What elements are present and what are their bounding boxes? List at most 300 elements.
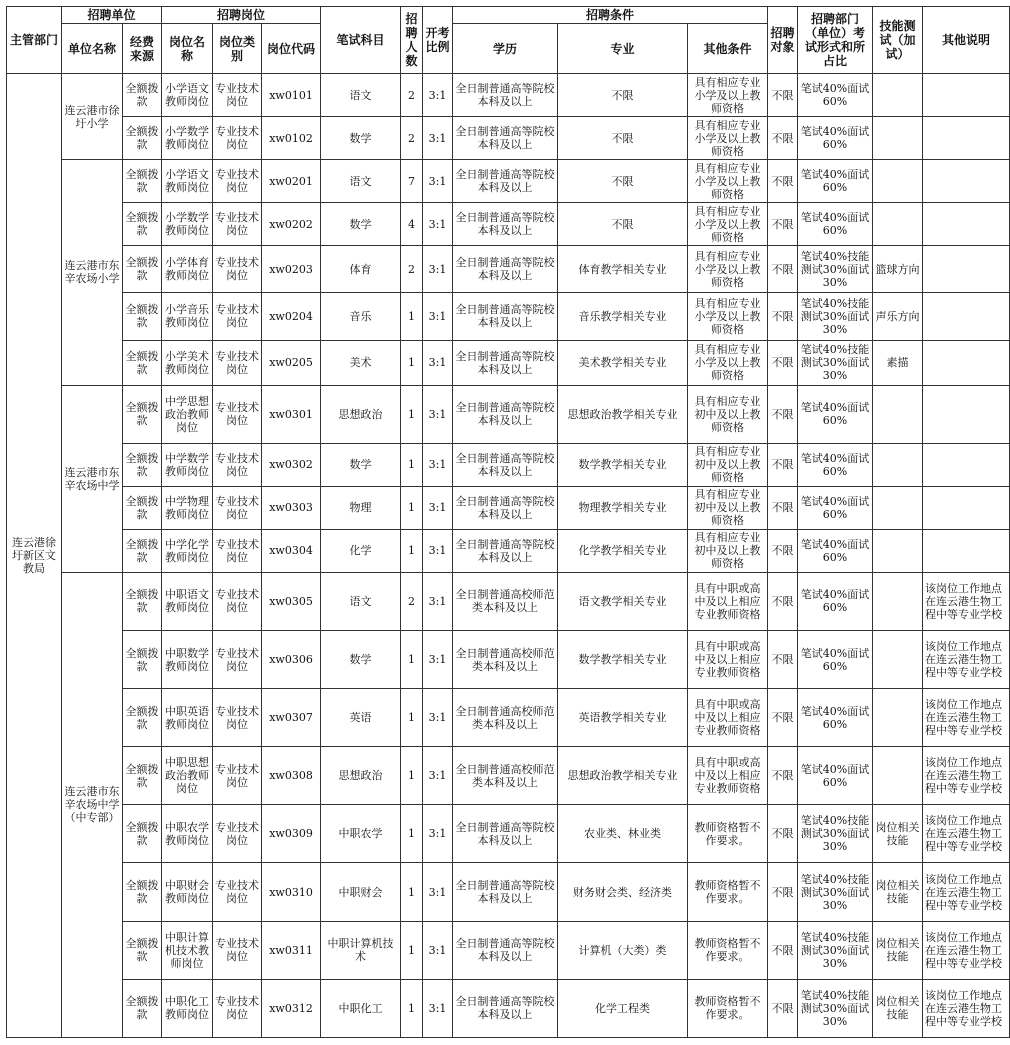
exam-cell: 语文	[321, 572, 401, 630]
table-row	[7, 340, 1010, 385]
funding-cell: 全额拨款	[123, 689, 162, 747]
note-cell	[923, 529, 1010, 572]
target-cell: 不限	[768, 805, 798, 863]
skill-cell	[873, 443, 923, 486]
header-dept: 主管部门	[7, 7, 62, 74]
skill-cell: 声乐方向	[873, 293, 923, 340]
ratio-cell: 3:1	[423, 863, 453, 921]
exam-cell: 化学	[321, 529, 401, 572]
post-type-cell: 专业技术岗位	[213, 572, 262, 630]
count-cell: 1	[401, 689, 423, 747]
header-funding: 经费来源	[123, 24, 162, 74]
funding-cell: 全额拨款	[123, 340, 162, 385]
major-cell: 财务财会类、经济类	[558, 863, 688, 921]
post-code-cell: xw0307	[262, 689, 321, 747]
count-cell: 1	[401, 529, 423, 572]
table-row	[7, 246, 1010, 293]
exam-form-cell: 笔试40%面试60%	[798, 74, 873, 117]
edu-cell: 全日制普通高等院校本科及以上	[453, 160, 558, 203]
funding-cell: 全额拨款	[123, 385, 162, 443]
edu-cell: 全日制普通高等院校本科及以上	[453, 293, 558, 340]
count-cell: 1	[401, 293, 423, 340]
header-post-type: 岗位类别	[213, 24, 262, 74]
exam-form-cell: 笔试40%面试60%	[798, 572, 873, 630]
exam-form-cell: 笔试40%技能测试30%面试30%	[798, 863, 873, 921]
other-cond-cell: 具有相应专业小学及以上教师资格	[688, 246, 768, 293]
edu-cell: 全日制普通高校师范类本科及以上	[453, 572, 558, 630]
header-skill: 技能测试（加试）	[873, 7, 923, 74]
post-code-cell: xw0301	[262, 385, 321, 443]
post-type-cell: 专业技术岗位	[213, 689, 262, 747]
note-cell: 该岗位工作地点在连云港生物工程中等专业学校	[923, 921, 1010, 979]
ratio-cell: 3:1	[423, 293, 453, 340]
funding-cell: 全额拨款	[123, 443, 162, 486]
exam-form-cell: 笔试40%面试60%	[798, 529, 873, 572]
exam-form-cell: 笔试40%面试60%	[798, 160, 873, 203]
other-cond-cell: 具有中职或高中及以上相应专业教师资格	[688, 689, 768, 747]
unit-name-cell: 连云港市徐圩小学	[62, 74, 123, 160]
ratio-cell: 3:1	[423, 979, 453, 1037]
post-type-cell: 专业技术岗位	[213, 203, 262, 246]
post-code-cell: xw0303	[262, 486, 321, 529]
exam-cell: 中职财会	[321, 863, 401, 921]
count-cell: 1	[401, 747, 423, 805]
other-cond-cell: 具有相应专业初中及以上教师资格	[688, 385, 768, 443]
note-cell: 该岗位工作地点在连云港生物工程中等专业学校	[923, 805, 1010, 863]
skill-cell: 岗位相关技能	[873, 921, 923, 979]
ratio-cell: 3:1	[423, 385, 453, 443]
table-row	[7, 385, 1010, 443]
edu-cell: 全日制普通高校师范类本科及以上	[453, 747, 558, 805]
target-cell: 不限	[768, 979, 798, 1037]
post-code-cell: xw0305	[262, 572, 321, 630]
other-cond-cell: 教师资格暂不作要求。	[688, 979, 768, 1037]
edu-cell: 全日制普通高等院校本科及以上	[453, 117, 558, 160]
header-post-name: 岗位名称	[162, 24, 213, 74]
ratio-cell: 3:1	[423, 486, 453, 529]
exam-form-cell: 笔试40%面试60%	[798, 747, 873, 805]
note-cell	[923, 203, 1010, 246]
post-name-cell: 中学数学教师岗位	[162, 443, 213, 486]
post-code-cell: xw0101	[262, 74, 321, 117]
post-code-cell: xw0311	[262, 921, 321, 979]
table-row	[7, 443, 1010, 486]
count-cell: 1	[401, 486, 423, 529]
header-post-group: 招聘岗位	[162, 7, 321, 24]
note-cell	[923, 117, 1010, 160]
post-type-cell: 专业技术岗位	[213, 74, 262, 117]
other-cond-cell: 具有中职或高中及以上相应专业教师资格	[688, 631, 768, 689]
major-cell: 不限	[558, 160, 688, 203]
major-cell: 体育教学相关专业	[558, 246, 688, 293]
post-code-cell: xw0306	[262, 631, 321, 689]
ratio-cell: 3:1	[423, 160, 453, 203]
table-row	[7, 529, 1010, 572]
post-name-cell: 中职财会教师岗位	[162, 863, 213, 921]
skill-cell	[873, 160, 923, 203]
funding-cell: 全额拨款	[123, 747, 162, 805]
other-cond-cell: 具有相应专业小学及以上教师资格	[688, 203, 768, 246]
post-name-cell: 中职数学教师岗位	[162, 631, 213, 689]
post-name-cell: 中学思想政治教师岗位	[162, 385, 213, 443]
ratio-cell: 3:1	[423, 74, 453, 117]
count-cell: 1	[401, 979, 423, 1037]
table-row	[7, 689, 1010, 747]
skill-cell: 岗位相关技能	[873, 805, 923, 863]
ratio-cell: 3:1	[423, 246, 453, 293]
header-cond-group: 招聘条件	[453, 7, 768, 24]
skill-cell	[873, 747, 923, 805]
target-cell: 不限	[768, 443, 798, 486]
header-ratio: 开考比例	[423, 7, 453, 74]
exam-form-cell: 笔试40%面试60%	[798, 117, 873, 160]
note-cell: 该岗位工作地点在连云港生物工程中等专业学校	[923, 631, 1010, 689]
note-cell	[923, 160, 1010, 203]
table-row	[7, 747, 1010, 805]
note-cell: 该岗位工作地点在连云港生物工程中等专业学校	[923, 863, 1010, 921]
exam-form-cell: 笔试40%面试60%	[798, 203, 873, 246]
unit-name-cell: 连云港市东辛农场中学（中专部）	[62, 572, 123, 1037]
unit-name-cell: 连云港市东辛农场中学	[62, 385, 123, 572]
skill-cell: 岗位相关技能	[873, 863, 923, 921]
skill-cell	[873, 631, 923, 689]
ratio-cell: 3:1	[423, 572, 453, 630]
other-cond-cell: 具有中职或高中及以上相应专业教师资格	[688, 572, 768, 630]
major-cell: 音乐教学相关专业	[558, 293, 688, 340]
note-cell	[923, 443, 1010, 486]
major-cell: 计算机（大类）类	[558, 921, 688, 979]
other-cond-cell: 教师资格暂不作要求。	[688, 805, 768, 863]
recruitment-table	[6, 6, 1010, 1038]
post-type-cell: 专业技术岗位	[213, 293, 262, 340]
post-type-cell: 专业技术岗位	[213, 117, 262, 160]
count-cell: 4	[401, 203, 423, 246]
skill-cell	[873, 689, 923, 747]
exam-form-cell: 笔试40%技能测试30%面试30%	[798, 246, 873, 293]
skill-cell	[873, 572, 923, 630]
edu-cell: 全日制普通高等院校本科及以上	[453, 203, 558, 246]
target-cell: 不限	[768, 529, 798, 572]
other-cond-cell: 具有中职或高中及以上相应专业教师资格	[688, 747, 768, 805]
post-code-cell: xw0202	[262, 203, 321, 246]
target-cell: 不限	[768, 117, 798, 160]
skill-cell	[873, 385, 923, 443]
target-cell: 不限	[768, 631, 798, 689]
target-cell: 不限	[768, 747, 798, 805]
post-name-cell: 小学数学教师岗位	[162, 203, 213, 246]
note-cell	[923, 340, 1010, 385]
major-cell: 语文教学相关专业	[558, 572, 688, 630]
header-other: 其他条件	[688, 24, 768, 74]
post-type-cell: 专业技术岗位	[213, 340, 262, 385]
exam-cell: 美术	[321, 340, 401, 385]
exam-form-cell: 笔试40%技能测试30%面试30%	[798, 340, 873, 385]
note-cell: 该岗位工作地点在连云港生物工程中等专业学校	[923, 747, 1010, 805]
major-cell: 化学工程类	[558, 979, 688, 1037]
funding-cell: 全额拨款	[123, 117, 162, 160]
exam-form-cell: 笔试40%技能测试30%面试30%	[798, 979, 873, 1037]
post-name-cell: 中职化工教师岗位	[162, 979, 213, 1037]
header-post-code: 岗位代码	[262, 24, 321, 74]
ratio-cell: 3:1	[423, 921, 453, 979]
post-type-cell: 专业技术岗位	[213, 921, 262, 979]
ratio-cell: 3:1	[423, 805, 453, 863]
post-code-cell: xw0310	[262, 863, 321, 921]
exam-cell: 音乐	[321, 293, 401, 340]
table-row	[7, 117, 1010, 160]
header-unit-group: 招聘单位	[62, 7, 162, 24]
other-cond-cell: 教师资格暂不作要求。	[688, 921, 768, 979]
table-row	[7, 979, 1010, 1037]
ratio-cell: 3:1	[423, 117, 453, 160]
header-count: 招聘人数	[401, 7, 423, 74]
count-cell: 2	[401, 572, 423, 630]
exam-form-cell: 笔试40%技能测试30%面试30%	[798, 921, 873, 979]
other-cond-cell: 具有相应专业初中及以上教师资格	[688, 443, 768, 486]
count-cell: 2	[401, 246, 423, 293]
post-code-cell: xw0309	[262, 805, 321, 863]
major-cell: 不限	[558, 203, 688, 246]
post-name-cell: 小学音乐教师岗位	[162, 293, 213, 340]
exam-cell: 语文	[321, 74, 401, 117]
edu-cell: 全日制普通高等院校本科及以上	[453, 863, 558, 921]
exam-cell: 中职农学	[321, 805, 401, 863]
table-row	[7, 293, 1010, 340]
skill-cell	[873, 529, 923, 572]
table-row	[7, 921, 1010, 979]
edu-cell: 全日制普通高校师范类本科及以上	[453, 689, 558, 747]
exam-cell: 数学	[321, 631, 401, 689]
exam-cell: 中职计算机技术	[321, 921, 401, 979]
post-name-cell: 小学语文教师岗位	[162, 74, 213, 117]
count-cell: 1	[401, 863, 423, 921]
header-major: 专业	[558, 24, 688, 74]
table-row	[7, 160, 1010, 203]
count-cell: 1	[401, 340, 423, 385]
exam-form-cell: 笔试40%技能测试30%面试30%	[798, 805, 873, 863]
count-cell: 7	[401, 160, 423, 203]
post-type-cell: 专业技术岗位	[213, 160, 262, 203]
target-cell: 不限	[768, 293, 798, 340]
note-cell: 该岗位工作地点在连云港生物工程中等专业学校	[923, 572, 1010, 630]
exam-cell: 英语	[321, 689, 401, 747]
other-cond-cell: 具有相应专业初中及以上教师资格	[688, 529, 768, 572]
major-cell: 英语教学相关专业	[558, 689, 688, 747]
target-cell: 不限	[768, 863, 798, 921]
count-cell: 1	[401, 443, 423, 486]
count-cell: 2	[401, 117, 423, 160]
funding-cell: 全额拨款	[123, 572, 162, 630]
post-code-cell: xw0304	[262, 529, 321, 572]
major-cell: 农业类、林业类	[558, 805, 688, 863]
post-name-cell: 中职思想政治教师岗位	[162, 747, 213, 805]
post-name-cell: 小学语文教师岗位	[162, 160, 213, 203]
ratio-cell: 3:1	[423, 747, 453, 805]
major-cell: 化学教学相关专业	[558, 529, 688, 572]
post-code-cell: xw0308	[262, 747, 321, 805]
target-cell: 不限	[768, 689, 798, 747]
table-row	[7, 74, 1010, 117]
exam-cell: 中职化工	[321, 979, 401, 1037]
edu-cell: 全日制普通高等院校本科及以上	[453, 805, 558, 863]
major-cell: 数学教学相关专业	[558, 631, 688, 689]
table-row	[7, 631, 1010, 689]
header-unit-name: 单位名称	[62, 24, 123, 74]
ratio-cell: 3:1	[423, 631, 453, 689]
exam-form-cell: 笔试40%技能测试30%面试30%	[798, 293, 873, 340]
exam-cell: 数学	[321, 443, 401, 486]
other-cond-cell: 具有相应专业初中及以上教师资格	[688, 486, 768, 529]
other-cond-cell: 具有相应专业小学及以上教师资格	[688, 74, 768, 117]
count-cell: 2	[401, 74, 423, 117]
funding-cell: 全额拨款	[123, 203, 162, 246]
edu-cell: 全日制普通高等院校本科及以上	[453, 486, 558, 529]
note-cell	[923, 385, 1010, 443]
funding-cell: 全额拨款	[123, 631, 162, 689]
other-cond-cell: 具有相应专业小学及以上教师资格	[688, 117, 768, 160]
header-exam: 笔试科目	[321, 7, 401, 74]
funding-cell: 全额拨款	[123, 805, 162, 863]
other-cond-cell: 具有相应专业小学及以上教师资格	[688, 160, 768, 203]
post-code-cell: xw0203	[262, 246, 321, 293]
skill-cell	[873, 203, 923, 246]
funding-cell: 全额拨款	[123, 979, 162, 1037]
post-type-cell: 专业技术岗位	[213, 486, 262, 529]
target-cell: 不限	[768, 486, 798, 529]
other-cond-cell: 具有相应专业小学及以上教师资格	[688, 293, 768, 340]
exam-form-cell: 笔试40%面试60%	[798, 486, 873, 529]
edu-cell: 全日制普通高等院校本科及以上	[453, 529, 558, 572]
ratio-cell: 3:1	[423, 529, 453, 572]
target-cell: 不限	[768, 385, 798, 443]
post-type-cell: 专业技术岗位	[213, 529, 262, 572]
edu-cell: 全日制普通高等院校本科及以上	[453, 246, 558, 293]
count-cell: 1	[401, 921, 423, 979]
post-name-cell: 中职计算机技术教师岗位	[162, 921, 213, 979]
exam-cell: 体育	[321, 246, 401, 293]
skill-cell: 篮球方向	[873, 246, 923, 293]
target-cell: 不限	[768, 160, 798, 203]
post-type-cell: 专业技术岗位	[213, 443, 262, 486]
post-type-cell: 专业技术岗位	[213, 979, 262, 1037]
count-cell: 1	[401, 385, 423, 443]
exam-cell: 语文	[321, 160, 401, 203]
table-row	[7, 486, 1010, 529]
ratio-cell: 3:1	[423, 340, 453, 385]
funding-cell: 全额拨款	[123, 293, 162, 340]
major-cell: 不限	[558, 117, 688, 160]
major-cell: 美术教学相关专业	[558, 340, 688, 385]
target-cell: 不限	[768, 74, 798, 117]
exam-form-cell: 笔试40%面试60%	[798, 689, 873, 747]
major-cell: 数学教学相关专业	[558, 443, 688, 486]
exam-cell: 物理	[321, 486, 401, 529]
exam-cell: 数学	[321, 117, 401, 160]
note-cell: 该岗位工作地点在连云港生物工程中等专业学校	[923, 689, 1010, 747]
note-cell: 该岗位工作地点在连云港生物工程中等专业学校	[923, 979, 1010, 1037]
post-code-cell: xw0204	[262, 293, 321, 340]
target-cell: 不限	[768, 340, 798, 385]
funding-cell: 全额拨款	[123, 246, 162, 293]
note-cell	[923, 246, 1010, 293]
post-type-cell: 专业技术岗位	[213, 747, 262, 805]
post-type-cell: 专业技术岗位	[213, 863, 262, 921]
post-type-cell: 专业技术岗位	[213, 805, 262, 863]
funding-cell: 全额拨款	[123, 486, 162, 529]
major-cell: 不限	[558, 74, 688, 117]
count-cell: 1	[401, 805, 423, 863]
header-row-1	[7, 7, 1010, 24]
post-code-cell: xw0312	[262, 979, 321, 1037]
post-name-cell: 中学化学教师岗位	[162, 529, 213, 572]
header-target: 招聘对象	[768, 7, 798, 74]
edu-cell: 全日制普通高校师范类本科及以上	[453, 631, 558, 689]
unit-name-cell: 连云港市东辛农场小学	[62, 160, 123, 385]
header-notes: 其他说明	[923, 7, 1010, 74]
header-exam-form: 招聘部门（单位）考试形式和所占比	[798, 7, 873, 74]
table-row	[7, 863, 1010, 921]
note-cell	[923, 293, 1010, 340]
header-edu: 学历	[453, 24, 558, 74]
funding-cell: 全额拨款	[123, 74, 162, 117]
post-code-cell: xw0201	[262, 160, 321, 203]
funding-cell: 全额拨款	[123, 921, 162, 979]
ratio-cell: 3:1	[423, 689, 453, 747]
major-cell: 物理教学相关专业	[558, 486, 688, 529]
exam-form-cell: 笔试40%面试60%	[798, 385, 873, 443]
skill-cell	[873, 74, 923, 117]
skill-cell: 素描	[873, 340, 923, 385]
edu-cell: 全日制普通高等院校本科及以上	[453, 921, 558, 979]
skill-cell: 岗位相关技能	[873, 979, 923, 1037]
funding-cell: 全额拨款	[123, 160, 162, 203]
post-code-cell: xw0102	[262, 117, 321, 160]
skill-cell	[873, 486, 923, 529]
post-type-cell: 专业技术岗位	[213, 631, 262, 689]
edu-cell: 全日制普通高等院校本科及以上	[453, 979, 558, 1037]
major-cell: 思想政治教学相关专业	[558, 385, 688, 443]
post-name-cell: 中职农学教师岗位	[162, 805, 213, 863]
exam-form-cell: 笔试40%面试60%	[798, 631, 873, 689]
edu-cell: 全日制普通高等院校本科及以上	[453, 74, 558, 117]
note-cell	[923, 74, 1010, 117]
post-name-cell: 中职语文教师岗位	[162, 572, 213, 630]
dept-cell: 连云港徐圩新区文教局	[7, 74, 62, 1038]
funding-cell: 全额拨款	[123, 529, 162, 572]
exam-cell: 思想政治	[321, 385, 401, 443]
note-cell	[923, 486, 1010, 529]
post-type-cell: 专业技术岗位	[213, 246, 262, 293]
post-name-cell: 小学体育教师岗位	[162, 246, 213, 293]
skill-cell	[873, 117, 923, 160]
target-cell: 不限	[768, 203, 798, 246]
edu-cell: 全日制普通高等院校本科及以上	[453, 385, 558, 443]
ratio-cell: 3:1	[423, 443, 453, 486]
post-name-cell: 小学美术教师岗位	[162, 340, 213, 385]
target-cell: 不限	[768, 246, 798, 293]
edu-cell: 全日制普通高等院校本科及以上	[453, 443, 558, 486]
count-cell: 1	[401, 631, 423, 689]
exam-cell: 思想政治	[321, 747, 401, 805]
edu-cell: 全日制普通高等院校本科及以上	[453, 340, 558, 385]
target-cell: 不限	[768, 572, 798, 630]
table-row	[7, 203, 1010, 246]
post-type-cell: 专业技术岗位	[213, 385, 262, 443]
ratio-cell: 3:1	[423, 203, 453, 246]
funding-cell: 全额拨款	[123, 863, 162, 921]
exam-cell: 数学	[321, 203, 401, 246]
post-name-cell: 中职英语 教师岗位	[162, 689, 213, 747]
